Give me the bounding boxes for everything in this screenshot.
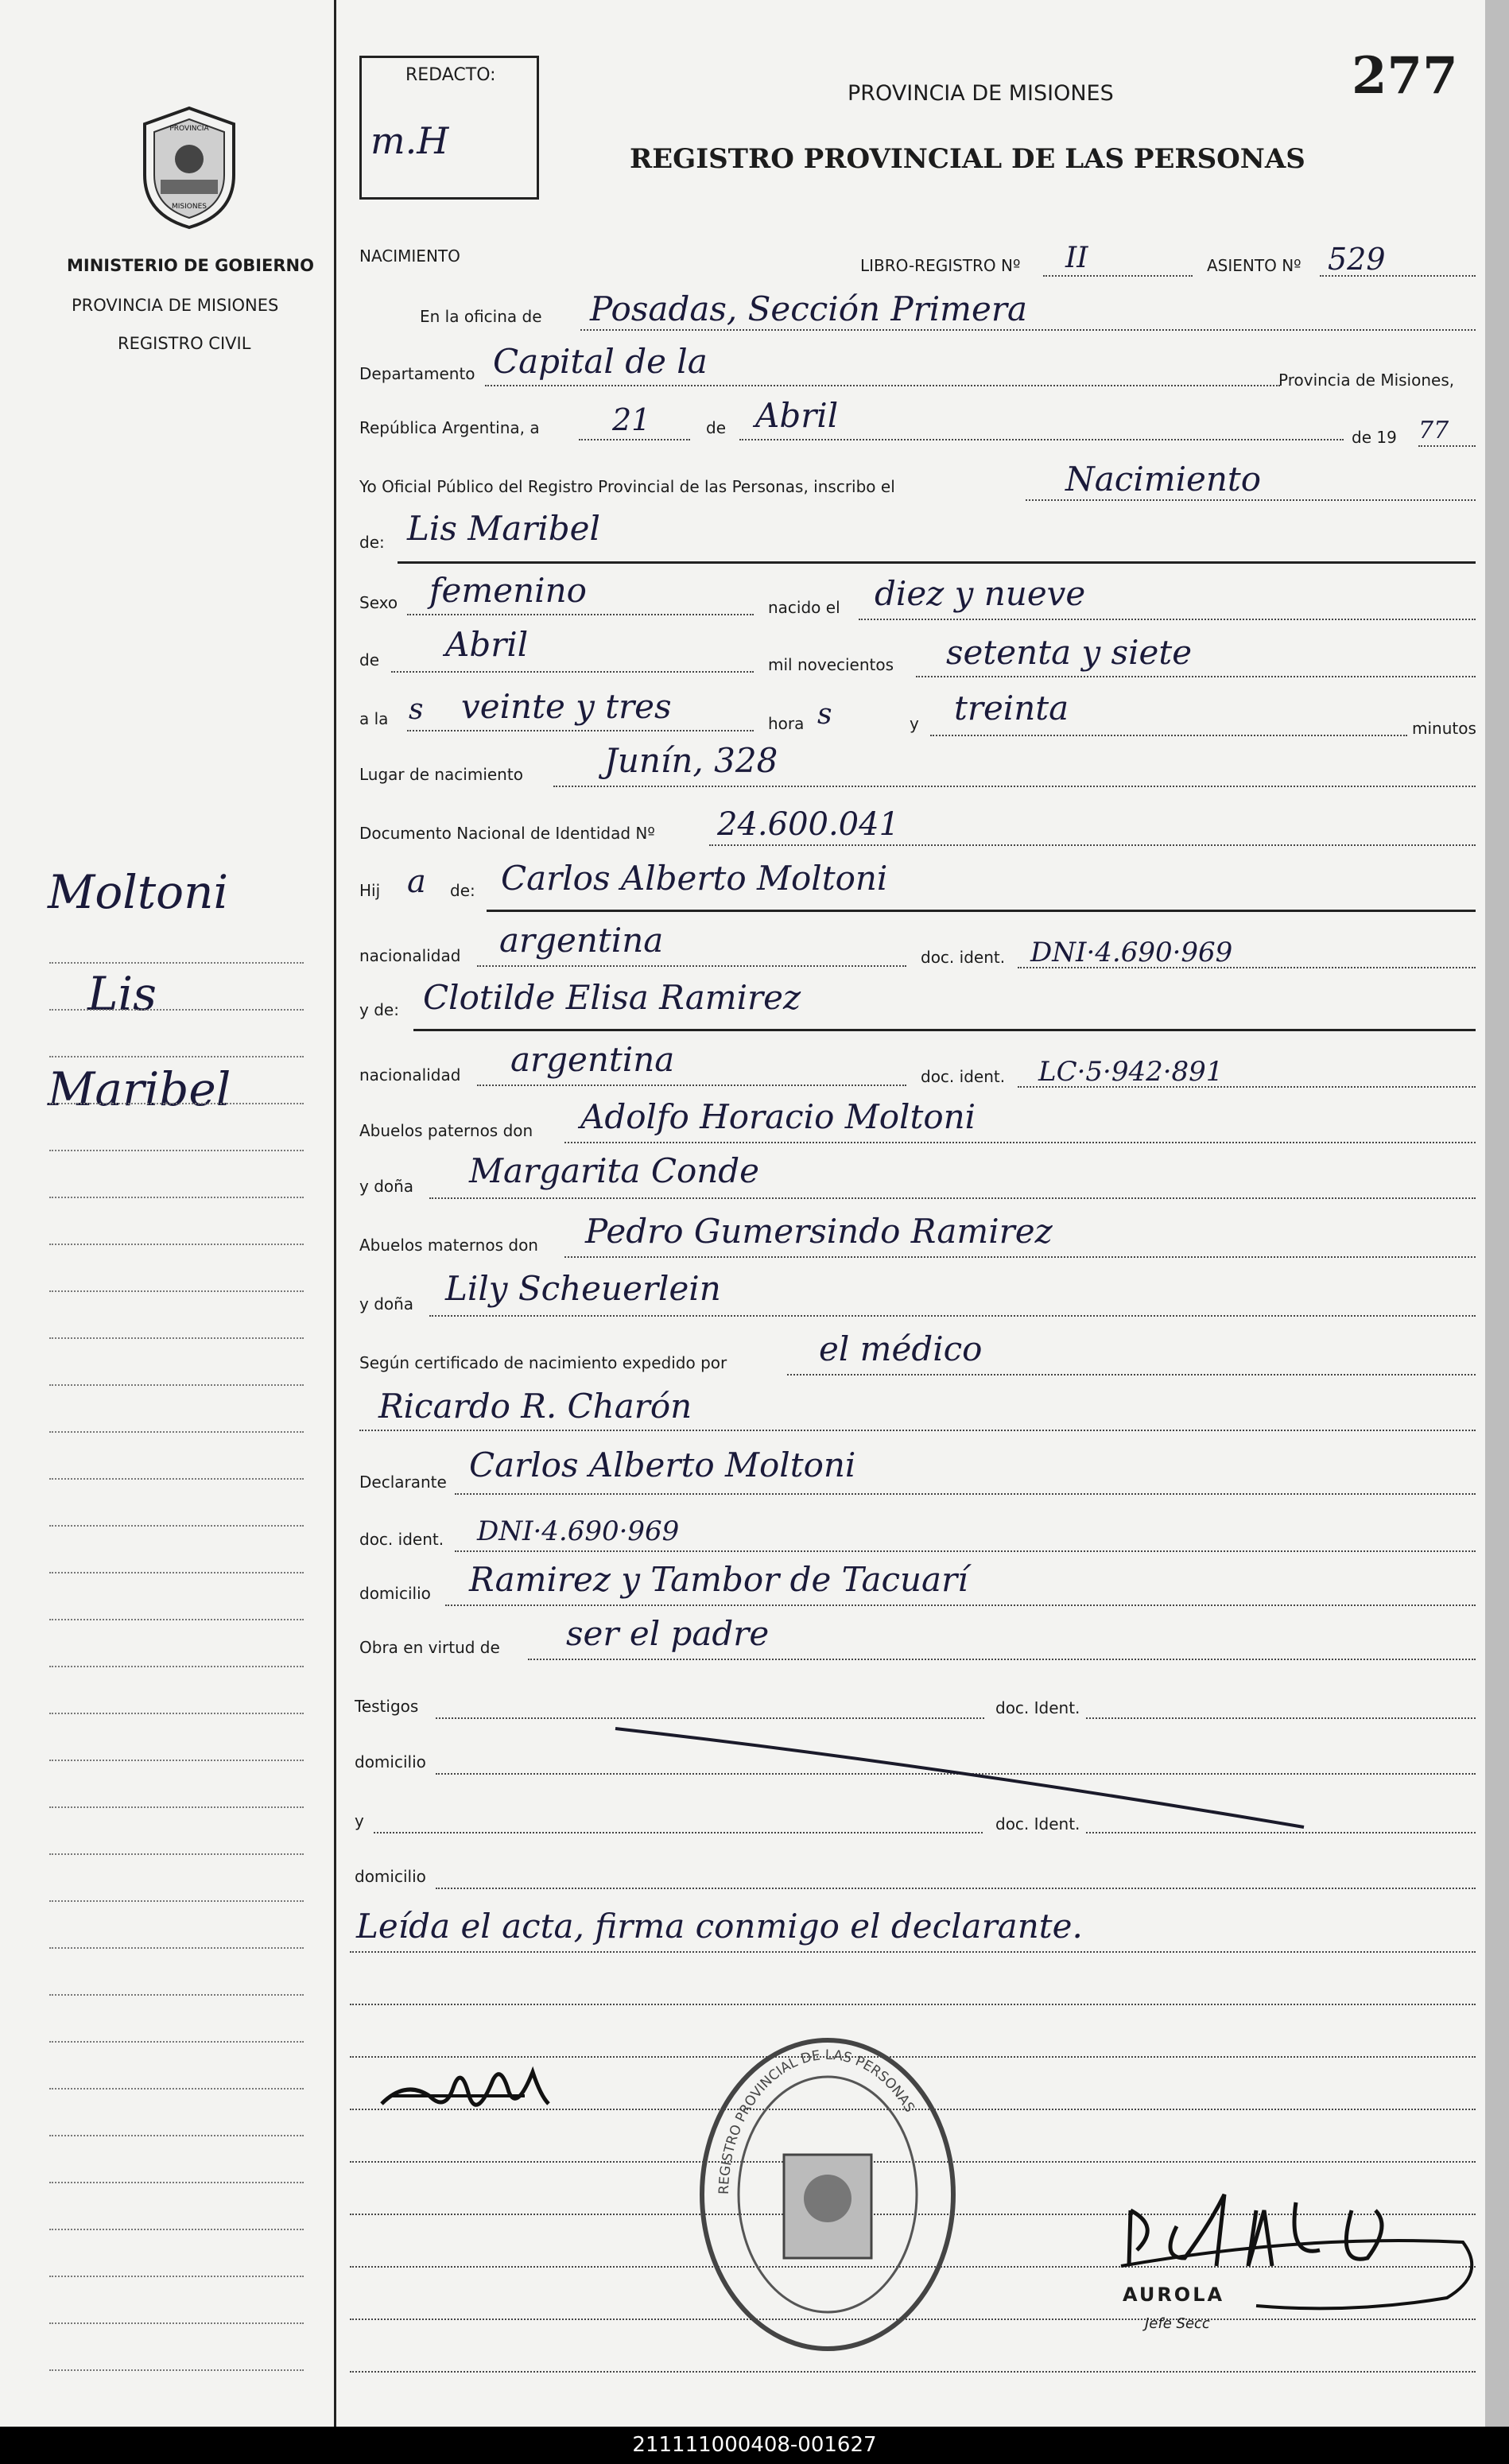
year-prefix: de 19 xyxy=(1352,428,1397,447)
ruled-line xyxy=(350,2371,1476,2373)
declarant-doc: DNI·4.690·969 xyxy=(477,1515,680,1547)
registry-heading: REGISTRO PROVINCIAL DE LAS PERSONAS xyxy=(630,143,1305,175)
child-dni: 24.600.041 xyxy=(717,806,900,843)
father-nationality-label: nacionalidad xyxy=(359,946,461,965)
margin-ruled-line xyxy=(49,1244,304,1245)
round-seal-text: REGISTRO PROVINCIAL DE LAS PERSONAS xyxy=(716,2047,917,2195)
dni-label: Documento Nacional de Identidad Nº xyxy=(359,824,655,843)
certificate-issuer: el médico xyxy=(819,1329,983,1368)
margin-ruled-line xyxy=(49,1009,304,1011)
testigo1-domicilio-label: domicilio xyxy=(355,1752,426,1771)
testigo1-doc-label: doc. Ident. xyxy=(995,1698,1080,1717)
document-id-footer: 211111000408-001627 xyxy=(0,2427,1509,2464)
margin-ruled-line xyxy=(49,1384,304,1386)
act-type-label: NACIMIENTO xyxy=(359,246,460,266)
birth-minutes-words: treinta xyxy=(954,689,1069,728)
hij-suffix: a xyxy=(407,863,426,900)
oficina-label: En la oficina de xyxy=(420,307,542,326)
declarant-name: Carlos Alberto Moltoni xyxy=(469,1445,856,1484)
birth-de-label: de xyxy=(359,650,379,669)
declarant-domicilio-label: domicilio xyxy=(359,1584,431,1603)
mother-name: Clotilde Elisa Ramirez xyxy=(423,978,801,1017)
margin-ruled-line xyxy=(49,1806,304,1808)
margin-ruled-line xyxy=(49,2041,304,2043)
sexo-label: Sexo xyxy=(359,593,398,612)
horas-label: hora xyxy=(768,714,805,733)
margin-surname: Moltoni xyxy=(48,865,228,919)
mother-nationality-label: nacionalidad xyxy=(359,1065,461,1085)
seal-bottom-text: MISIONES xyxy=(171,203,208,211)
margin-ruled-line xyxy=(49,962,304,964)
maternal-grandmother: Lily Scheuerlein xyxy=(445,1269,721,1308)
page-number: 277 xyxy=(1352,46,1458,106)
de-name-label: de: xyxy=(359,533,385,552)
father-nationality: argentina xyxy=(499,921,664,960)
margin-rule xyxy=(334,0,336,2427)
father-doc-label: doc. ident. xyxy=(921,948,1006,967)
libro-label: LIBRO-REGISTRO Nº xyxy=(860,256,1021,275)
margin-ruled-line xyxy=(49,1853,304,1855)
ministry-province: PROVINCIA DE MISIONES xyxy=(72,296,279,315)
obra-value: ser el padre xyxy=(566,1614,770,1653)
nacido-label: nacido el xyxy=(768,598,840,617)
margin-ruled-line xyxy=(49,1900,304,1902)
closing-text: Leída el acta, firma conmigo el declarante. xyxy=(356,1907,1083,1946)
paternal-grandfather-label: Abuelos paternos don xyxy=(359,1121,533,1140)
page-edge xyxy=(1485,0,1509,2427)
birth-day-words: diez y nueve xyxy=(875,574,1086,613)
child-name: Lis Maribel xyxy=(407,509,600,548)
mother-doc-label: doc. ident. xyxy=(921,1067,1006,1086)
provincia-label: Provincia de Misiones, xyxy=(1278,371,1455,390)
official-stamp-name: AUROLA xyxy=(1123,2284,1225,2306)
oficial-statement: Yo Oficial Público del Registro Provincial de las Personas, inscribo el xyxy=(359,477,895,496)
margin-ruled-line xyxy=(49,2135,304,2136)
official-round-seal xyxy=(696,2035,959,2353)
testigo2-y-label: y xyxy=(355,1811,364,1830)
official-stamp-title: Jefe Secc xyxy=(1145,2315,1210,2332)
horas-s: s xyxy=(817,698,832,731)
birth-registration-day: 21 xyxy=(612,402,651,437)
birth-month: Abril xyxy=(445,625,529,664)
certificate-doctor: Ricardo R. Charón xyxy=(378,1387,692,1426)
margin-ruled-line xyxy=(49,1197,304,1198)
margin-ruled-line xyxy=(49,2088,304,2090)
y-label: y xyxy=(910,714,919,733)
margin-ruled-line xyxy=(49,1572,304,1573)
margin-ruled-line xyxy=(49,1337,304,1339)
hij-de-label: de: xyxy=(450,881,475,900)
margin-ruled-line xyxy=(49,1290,304,1292)
departamento-value: Capital de la xyxy=(493,342,708,381)
registration-month: Abril xyxy=(755,396,839,435)
maternal-grandfather: Pedro Gumersindo Ramirez xyxy=(585,1212,1053,1251)
margin-ruled-line xyxy=(49,1947,304,1949)
margin-ruled-line xyxy=(49,1056,304,1057)
ministry-civil-registry: REGISTRO CIVIL xyxy=(118,334,251,353)
margin-ruled-line xyxy=(49,2276,304,2277)
paternal-grandmother: Margarita Conde xyxy=(469,1151,760,1190)
alas-label: a la xyxy=(359,709,389,728)
cancel-stroke xyxy=(604,1717,1320,1837)
redacto-label: REDACTO: xyxy=(405,65,496,85)
birth-hour-words: veinte y tres xyxy=(461,687,672,726)
margin-ruled-line xyxy=(49,2229,304,2230)
oficina-value: Posadas, Sección Primera xyxy=(590,289,1027,328)
departamento-label: Departamento xyxy=(359,364,475,383)
father-name: Carlos Alberto Moltoni xyxy=(501,859,888,898)
ruled-line xyxy=(350,2004,1476,2005)
birth-place: Junín, 328 xyxy=(604,741,778,780)
act-kind-value: Nacimiento xyxy=(1065,460,1262,499)
testigos-label: Testigos xyxy=(355,1697,419,1716)
margin-ruled-line xyxy=(49,1103,304,1104)
paternal-grandmother-label: y doña xyxy=(359,1177,414,1196)
declarant-signature xyxy=(374,2048,564,2136)
declarant-address: Ramirez y Tambor de Tacuarí xyxy=(469,1560,968,1599)
margin-ruled-line xyxy=(49,2182,304,2183)
certificate-label: Según certificado de nacimiento expedido por xyxy=(359,1353,727,1372)
margin-ruled-line xyxy=(49,1713,304,1714)
republica-label: República Argentina, a xyxy=(359,418,540,437)
mother-nationality: argentina xyxy=(510,1040,675,1079)
birth-year-words: setenta y siete xyxy=(946,633,1193,672)
coat-of-arms-seal xyxy=(134,103,245,231)
minutos-label: minutos xyxy=(1412,719,1476,738)
de-label: de xyxy=(706,418,726,437)
margin-ruled-line xyxy=(49,1150,304,1151)
year-suffix: 77 xyxy=(1418,417,1449,444)
margin-ruled-line xyxy=(49,1431,304,1433)
testigo2-domicilio-label: domicilio xyxy=(355,1867,426,1886)
margin-first-name: Lis xyxy=(87,967,157,1021)
asiento-label: ASIENTO Nº xyxy=(1207,256,1301,275)
paternal-grandfather: Adolfo Horacio Moltoni xyxy=(580,1097,976,1136)
father-doc: DNI·4.690·969 xyxy=(1030,937,1233,968)
mother-de-label: y de: xyxy=(359,1000,399,1019)
obra-label: Obra en virtud de xyxy=(359,1638,500,1657)
redacto-initials: m.H xyxy=(370,119,449,162)
margin-ruled-line xyxy=(49,2369,304,2371)
testigo2-doc-label: doc. Ident. xyxy=(995,1814,1080,1833)
province-heading: PROVINCIA DE MISIONES xyxy=(848,81,1114,106)
ministry-title: MINISTERIO DE GOBIERNO xyxy=(67,256,314,275)
margin-ruled-line xyxy=(49,1760,304,1761)
sexo-value: femenino xyxy=(429,571,587,610)
maternal-grandmother-label: y doña xyxy=(359,1294,414,1313)
asiento-value: 529 xyxy=(1328,242,1386,277)
libro-value: II xyxy=(1065,242,1088,274)
declarant-label: Declarante xyxy=(359,1473,447,1492)
margin-ruled-line xyxy=(49,1619,304,1620)
margin-ruled-line xyxy=(49,1525,304,1527)
alas-s: s xyxy=(409,693,424,726)
mil-label: mil novecientos xyxy=(768,655,894,674)
margin-ruled-line xyxy=(49,1478,304,1480)
hij-label: Hij xyxy=(359,881,381,900)
margin-ruled-line xyxy=(49,1994,304,1996)
margin-ruled-line xyxy=(49,2322,304,2324)
maternal-grandfather-label: Abuelos maternos don xyxy=(359,1236,538,1255)
lugar-label: Lugar de nacimiento xyxy=(359,765,523,784)
seal-top-text: PROVINCIA xyxy=(169,125,209,133)
margin-second-name: Maribel xyxy=(48,1062,231,1116)
mother-doc: LC·5·942·891 xyxy=(1038,1056,1224,1088)
declarant-doc-label: doc. ident. xyxy=(359,1530,444,1549)
margin-ruled-line xyxy=(49,1666,304,1667)
